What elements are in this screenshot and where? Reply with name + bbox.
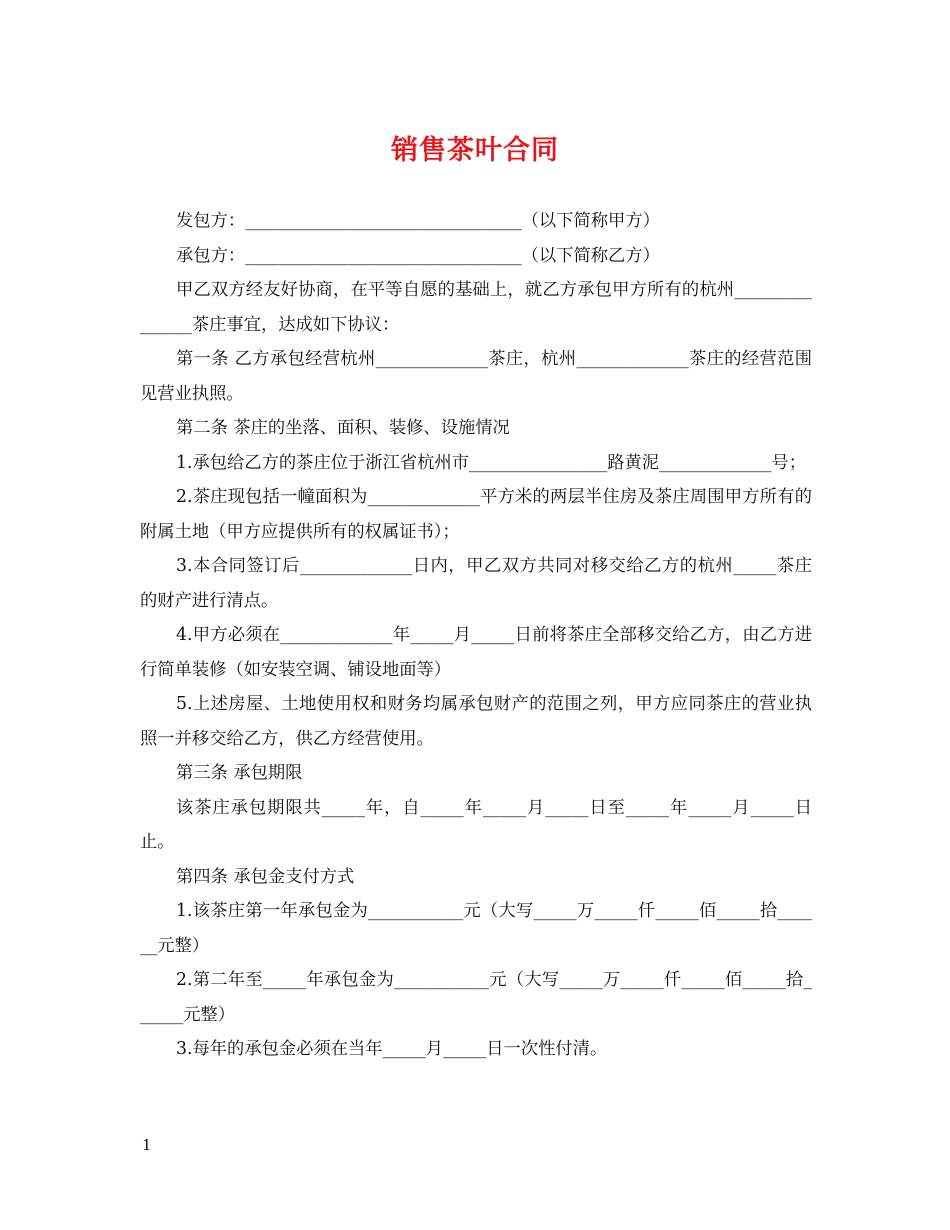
preamble: 甲乙双方经友好协商，在平等自愿的基础上，就乙方承包甲方所有的杭州_______________茶庄事宜，达成如下协议： [140,280,812,335]
article-1: 第一条 乙方承包经营杭州_____________茶庄，杭州_____________茶庄的经营范围见营业执照。 [140,349,812,404]
article-2-heading: 第二条 茶庄的坐落、面积、装修、设施情况 [176,418,510,438]
article-3-term: 该茶庄承包期限共_____年，自_____年_____月_____日至_____年_____月_____日止。 [140,797,812,852]
contract-body [140,204,812,1067]
party-a-line: 发包方：________________________________（以下简称甲方） [176,211,660,231]
article-2-item-4: 4.甲方必须在_____________年_____月_____日前将茶庄全部移交给乙方，由乙方进行简单装修（如安装空调、铺设地面等） [140,625,812,680]
page-number: 1 [142,1136,152,1154]
article-2-item-2: 2.茶庄现包括一幢面积为_____________平方米的两层半住房及茶庄周围甲方所有的附属土地（甲方应提供所有的权属证书）； [140,487,812,542]
article-2-item-3: 3.本合同签订后_____________日内，甲乙双方共同对移交给乙方的杭州_____茶庄的财产进行清点。 [140,556,812,611]
article-2-item-5: 5.上述房屋、土地使用权和财务均属承包财产的范围之列，甲方应同茶庄的营业执照一并移交给乙方，供乙方经营使用。 [140,694,812,749]
article-3-heading: 第三条 承包期限 [176,763,303,783]
article-4-item-3: 3.每年的承包金必须在当年_____月_____日一次性付清。 [176,1039,608,1059]
document-title: 销售茶叶合同 [391,135,559,166]
article-4-heading: 第四条 承包金支付方式 [176,866,355,887]
article-2-item-1: 1.承包给乙方的茶庄位于浙江省杭州市________________路黄泥_____________号； [176,452,806,473]
article-4-item-1: 1.该茶庄第一年承包金为___________元（大写_____万_____仟_____佰_____拾______元整） [140,901,812,956]
article-4-item-2: 2.第二年至_____年承包金为___________元（大写_____万_____仟_____佰_____拾______元整） [140,970,812,1025]
party-b-line: 承包方：________________________________（以下简称乙方） [176,245,660,266]
